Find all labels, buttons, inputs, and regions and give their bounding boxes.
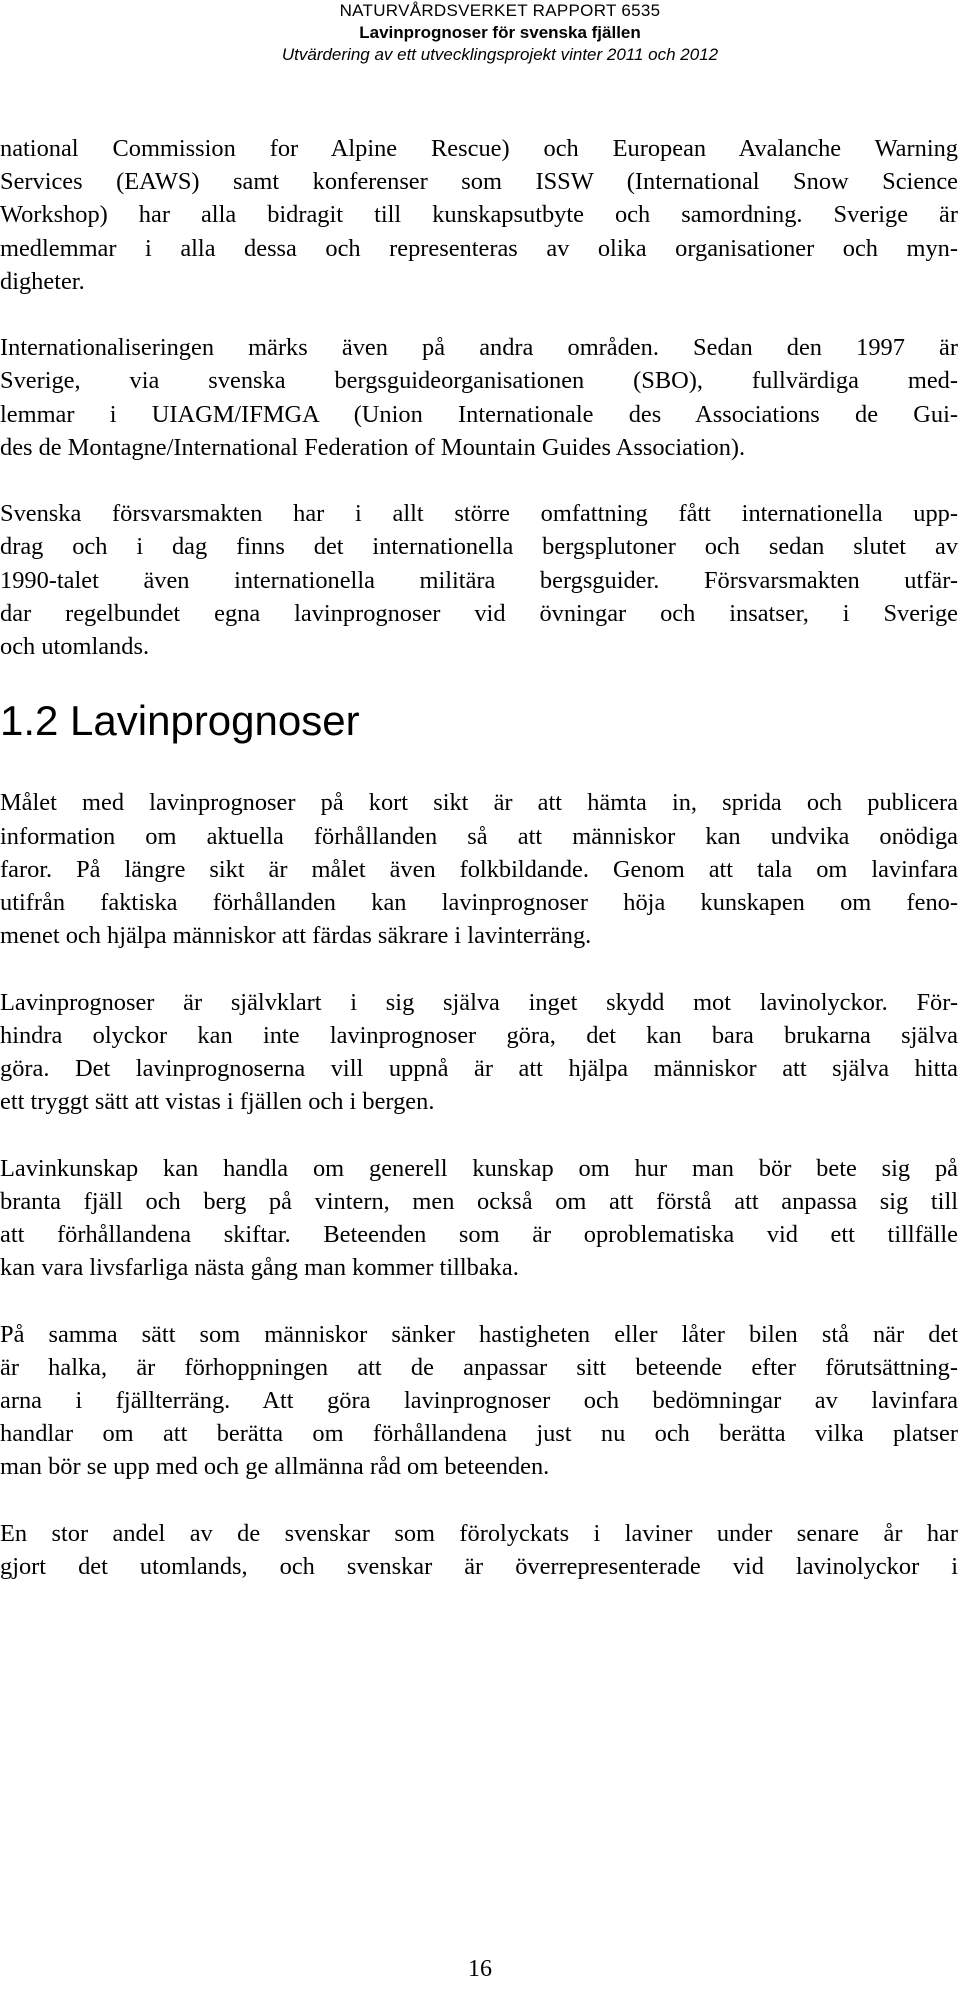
page-header [0,0,960,66]
paragraph-internationalisation [0,331,958,464]
text-line: Lavinprognoser är självklart i sig själva inget skydd mot lavinolyckor. För- [0,988,958,1016]
text-line: gjort det utomlands, och svenskar är överrepresenterade vid lavinolyckor i [0,1553,958,1581]
paragraph-accidents-abroad [0,1517,958,1583]
paragraph-international-cooperation [0,132,958,298]
text-line: man bör se upp med och ge allmänna råd om beteenden. [0,1453,550,1481]
text-line: drag och i dag finns det internationella bergsplutoner och sedan slutet av [0,533,958,561]
text-line: En stor andel av de svenskar som förolyckats i laviner under senare år har [0,1519,958,1547]
paragraph-goal [0,786,958,952]
text-line: 1990-talet även internationella militära bergsguider. Försvarsmakten utfär- [0,566,958,594]
text-line: Lavinkunskap kan handla om generell kunskap om hur man bör bete sig på [0,1154,958,1182]
paragraph-armed-forces [0,497,958,663]
text-line: Svenska försvarsmakten har i allt större omfattning fått internationella upp- [0,500,958,528]
text-line: digheter. [0,267,85,295]
paragraph-no-protection [0,986,958,1119]
text-line: information om aktuella förhållanden så att människor kan undvika onödiga [0,822,958,850]
text-line: Målet med lavinprognoser på kort sikt är att hämta in, sprida och publicera [0,789,958,817]
text-line: menet och hjälpa människor att färdas säkrare i lavinterräng. [0,922,592,950]
text-line: Workshop) har alla bidragit till kunskapsutbyte och samordning. Sverige är [0,201,958,229]
text-line: dar regelbundet egna lavinprognoser vid övningar och insatser, i Sverige [0,599,958,627]
text-line: På samma sätt som människor sänker hastigheten eller låter bilen stå när det [0,1320,958,1348]
text-line: är halka, är förhoppningen att de anpassar sitt beteende efter förutsättning- [0,1353,958,1381]
text-line: hindra olyckor kan inte lavinprognoser göra, det kan bara brukarna själva [0,1021,958,1049]
text-line: ett tryggt sätt att vistas i fjällen och i bergen. [0,1088,435,1116]
text-line: Services (EAWS) samt konferenser som ISSW (International Snow Science [0,168,958,196]
report-series-label: NATURVÅRDSVERKET RAPPORT 6535 [339,1,661,20]
text-line: och utomlands. [0,633,150,661]
text-line: arna i fjällterräng. Att göra lavinprognoser och bedömningar av lavinfara [0,1387,958,1415]
text-line: utifrån faktiska förhållanden kan lavinprognoser höja kunskapen om feno- [0,889,958,917]
paragraph-adapt-behaviour [0,1318,958,1484]
text-line: national Commission for Alpine Rescue) och European Avalanche Warning [0,135,958,162]
text-line: branta fjäll och berg på vintern, men också om att förstå att anpassa sig till [0,1187,958,1215]
report-title: Lavinprognoser för svenska fjällen [359,23,641,42]
page-number: 16 [468,1956,492,1982]
text-line: handlar om att berätta om förhållandena just nu och berätta vilka platser [0,1420,958,1448]
text-line: att förhållandena skiftar. Beteenden som är oproblematiska vid ett tillfälle [0,1221,958,1249]
text-line: Internationaliseringen märks även på andra områden. Sedan den 1997 är [0,334,958,362]
text-line: kan vara livsfarliga nästa gång man kommer tillbaka. [0,1254,519,1282]
report-subtitle: Utvärdering av ett utvecklingsprojekt vinter 2011 och 2012 [281,45,719,64]
text-line: medlemmar i alla dessa och representeras av olika organisationer och myn- [0,234,958,262]
document-body [0,132,958,1616]
text-line: göra. Det lavinprognoserna vill uppnå är att hjälpa människor att själva hitta [0,1055,958,1083]
text-line: des de Montagne/International Federation of Mountain Guides Association). [0,433,746,461]
text-line: Sverige, via svenska bergsguideorganisationen (SBO), fullvärdiga med- [0,367,958,395]
paragraph-avalanche-knowledge [0,1152,958,1285]
text-line: lemmar i UIAGM/IFMGA (Union Internationale des Associations de Gui- [0,400,958,428]
section-heading: 1.2 Lavinprognoser [0,697,360,745]
text-line: faror. På längre sikt är målet även folkbildande. Genom att tala om lavinfara [0,855,958,883]
